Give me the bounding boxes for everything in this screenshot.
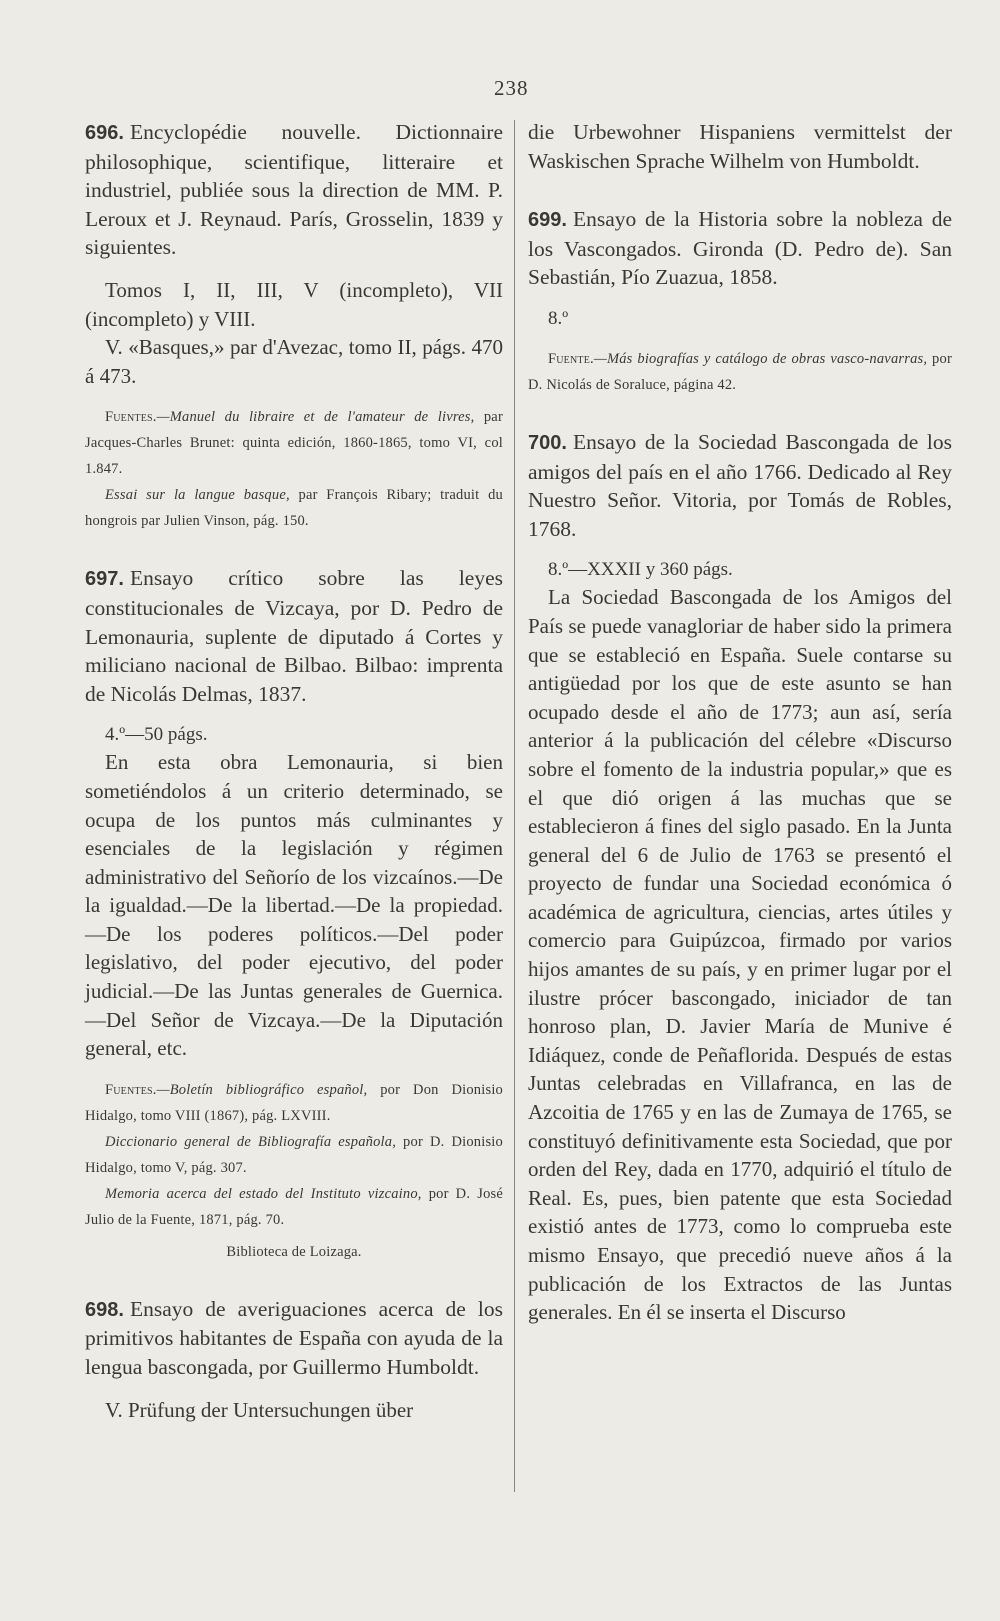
entry-note: V. Prüfung der Untersuchungen über: [105, 1397, 414, 1422]
entry-format: 8.º: [548, 307, 569, 329]
right-column: [528, 118, 952, 1327]
page-number: 238: [494, 76, 529, 100]
entry-title: 699. Ensayo de la Historia sobre la nobleza de los Vascongados. Gironda (D. Pedro de). San Sebastián, Pío Zuazua, 1858.: [528, 207, 952, 290]
entry-note: V. «Basques,» par d'Avezac, tomo II, págs. 470 á 473.: [85, 335, 503, 388]
entry-698: [85, 1295, 503, 1424]
entry-number: 696.: [85, 122, 124, 144]
entry-696: [85, 118, 503, 534]
left-column: [85, 118, 503, 1424]
column-divider: [514, 120, 515, 1492]
entry-title: 696. Encyclopédie nouvelle. Dictionnaire philosophique, scientifique, litteraire et industriel, publiée sous la direction de MM. P. Leroux et J. Reynaud. París, Grosselin, 1839 y siguientes.: [85, 120, 503, 260]
entry-title: 697. Ensayo crítico sobre las leyes constitucionales de Vizcaya, por D. Pedro de Lemonauria, suplente de diputado á Cortes y miliciano nacional de Bilbao. Bilbao: imprenta de Nicolás Delmas, 1837.: [85, 566, 503, 706]
entry-source: Essai sur la langue basque, par François Ribary; traduit du hongrois par Julien Vinson, pág. 150.: [85, 487, 503, 530]
entry-number: 698.: [85, 1298, 124, 1321]
entry-697: [85, 564, 503, 1265]
entry-source: Memoria acerca del estado del Instituto vizcaino, por D. José Julio de la Fuente, 1871, pág. 70.: [85, 1185, 504, 1228]
entry-source: Diccionario general de Bibliografía española, por D. Dionisio Hidalgo, tomo V, pág. 307.: [85, 1133, 503, 1176]
entry-body: En esta obra Lemonauria, si bien sometiéndolos á un criterio determinado, se ocupa de los puntos más culminantes y esenciales de la legislación y régimen administrativo del Señorío de los vizcaínos.—De la igualdad.—De la libertad.—De la propiedad.—De los poderes políticos.—Del poder legislativo, del poder ejecutivo, del poder judicial.—De las Juntas generales de Guernica.—Del Señor de Vizcaya.—De la Diputación general, etc.: [85, 750, 503, 1061]
entry-number: 699.: [528, 209, 567, 232]
entry-body: La Sociedad Bascongada de los Amigos del País se puede vanagloriar de haber sido la primera que se estableció en España. Suele contarse su antigüedad por los que de este asunto se han ocupado desde el año de 1773; aun así, sería anterior á la publicación del célebre «Discurso sobre el fomento de la industria popular,» que es el que dió origen á las muchas que se establecieron á fines del siglo pasado. En la Junta general del 6 de Julio de 1763 se presentó el proyecto de fundar una Sociedad económica ó académica de agricultura, ciencias, artes útiles y comercio para Guipúzcoa, firmado por varios hijos amantes de su país, y en primer lugar por el ilustre prócer bascongado, iniciador de tan honroso plan, D. Javier María de Munive é Idiáquez, conde de Peñaflorida. Después de estas Juntas celebradas en Villafranca, en las de Azcoitia de 1765 y en las de Zumaya de 1765, se constituyó definitivamente esta Sociedad, que por orden del Rey, dada en 1770, adquirió el título de Real. Es, pues, bien patente que esta Sociedad existió antes de 1773, como lo comprueba este mismo Ensayo, que precedió nueve años á la publicación de los Extractos de las Juntas generales. En él se inserta el Discurso: [528, 585, 952, 1325]
entry-number: 697.: [85, 568, 124, 591]
entry-698-continuation: die Urbewohner Hispaniens vermittelst der Waskischen Sprache Wilhelm von Humboldt.: [528, 120, 952, 173]
entry-source: Fuente.—Más biografías y catálogo de obras vasco-navarras, por D. Nicolás de Soraluce, página 42.: [528, 350, 952, 393]
library-note: Biblioteca de Loizaga.: [226, 1243, 362, 1260]
entry-format: 4.º—50 págs.: [105, 724, 208, 746]
entry-699: [528, 205, 952, 398]
entry-note: Tomos I, II, III, V (incompleto), VII (incompleto) y VIII.: [85, 277, 503, 331]
entry-source: Fuentes.—Boletín bibliográfico español, por Don Dionisio Hidalgo, tomo VIII (1867), pág. LXVIII.: [85, 1081, 503, 1124]
entry-source: Fuentes.—Manuel du libraire et de l'amateur de livres, par Jacques-Charles Brunet: quinta edición, 1860-1865, tomo VI, col 1.847.: [85, 409, 503, 478]
entry-title: 698. Ensayo de averiguaciones acerca de los primitivos habitantes de España con ayuda de la lengua bascongada, por Guillermo Humboldt.: [85, 1296, 503, 1380]
entry-number: 700.: [528, 431, 567, 454]
entry-format: 8.º—XXXII y 360 págs.: [548, 559, 733, 581]
entry-title: 700. Ensayo de la Sociedad Bascongada de los amigos del país en el año 1766. Dedicado al Rey Nuestro Señor. Vitoria, por Tomás de Robles, 1768.: [528, 429, 952, 541]
entry-700: [528, 428, 952, 1327]
